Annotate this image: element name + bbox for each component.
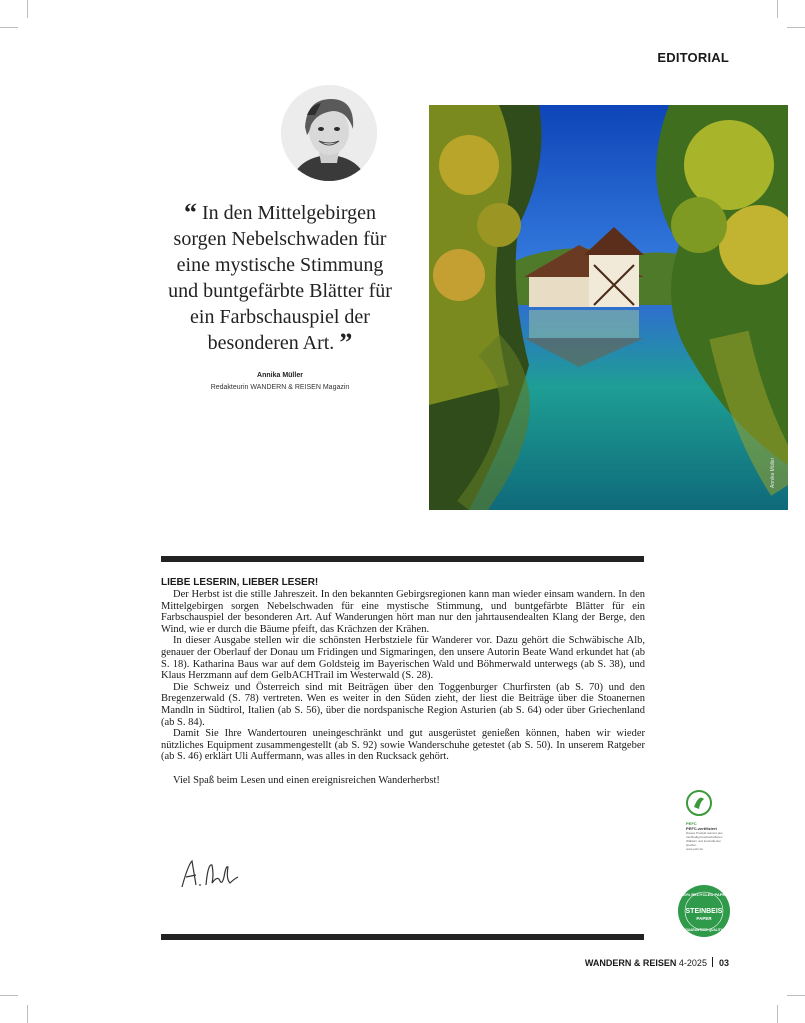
crop-mark	[787, 27, 805, 28]
pefc-badge	[686, 790, 726, 851]
quote-author-role: Redakteurin WANDERN & REISEN Magazin	[210, 384, 350, 391]
crop-mark	[777, 1005, 778, 1023]
article-paragraph: Damit Sie Ihre Wandertouren uneingeschränkt und gut ausgerüstet genießen können, haben wir wieder nützliches Equipment zusammengestellt (ab S. 92) sowie Wanderschuhe getestet (ab S. 50). In unserem Ratgeber (ab S. 46) erklärt Uli Auffermann, was alles in den Rucksack gehört.	[161, 728, 645, 763]
article-paragraph: Die Schweiz und Österreich sind mit Beiträgen über den Toggenburger Churfirsten (ab S. 70) und den Bregenzerwald (S. 78) vertreten. Wen es weiter in den Süden zieht, der liest die Beiträge über die Stoanernen Mandln in Südtirol, Italien (ab S. 56), über die nordspanische Region Asturien (ab S. 64) oder über Griechenland (ab S. 84).	[161, 681, 645, 728]
pefc-logo-text: PEFC	[686, 821, 697, 826]
article-closing: Viel Spaß beim Lesen und einen ereignisreichen Wanderherbst!	[173, 774, 440, 786]
bottom-rule	[161, 934, 644, 940]
author-portrait	[281, 85, 377, 181]
pull-quote	[160, 200, 400, 356]
page-number: 03	[718, 958, 729, 968]
footer-magazine: WANDERN & REISEN	[584, 958, 677, 968]
section-label: EDITORIAL	[657, 50, 729, 65]
paper-text: PAPER	[696, 916, 712, 921]
article-paragraph: In dieser Ausgabe stellen wir die schönsten Herbstziele für Wanderer vor. Dazu gehört die Schwäbische Alb, genauer der Oberlauf der Donau um Fridingen und Sigmaringen, den unsere Autorin Beate Wand erkundet hat (ab S. 18). Katharina Baus war auf dem Goldsteig im Bayerischen Wald und Böhmerwald unterwegs (ab S. 38), und Klaus Herzmann auf dem GelbACHTrail im Westerwald (S. 28).	[161, 635, 645, 682]
pefc-tree-icon	[686, 790, 712, 816]
quote-author-name: Annika Müller	[257, 372, 303, 379]
footer-separator	[712, 957, 713, 967]
pefc-description: Dieses Produkt stammt aus nachhaltig bewirtschafteten Wäldern und kontrollierten Quellen	[686, 831, 723, 847]
article-paragraph: Der Herbst ist die stille Jahreszeit. In den bekannten Gebirgsregionen kann man wieder einsam wandern. In den Mittelgebirgen sorgen Nebelschwaden für eine mystische Stimmung, und buntgefärbte Blätter für ein Farbschauspiel der besonderen Art. Auf Wanderungen hört man nur den jahrtausendealten Klang der Berge, den Wind, wie er durch die Bäume pfeift, das Krächzen der Krähen.	[161, 589, 645, 635]
handwritten-signature	[176, 855, 246, 891]
article-heading: LIEBE LESERIN, LIEBER LESER!	[161, 577, 319, 588]
footer-issue: 4-2025	[678, 958, 707, 968]
page-footer	[585, 957, 729, 968]
mill-lake-illustration	[429, 105, 788, 510]
top-rule	[161, 556, 644, 562]
crop-mark	[777, 0, 778, 18]
crop-mark	[27, 1005, 28, 1023]
steinbeis-text: STEINBEIS	[685, 908, 723, 915]
crop-mark	[0, 995, 18, 996]
pefc-certified-label: PEFC-zertifiziert	[686, 826, 717, 831]
landscape-photo	[429, 105, 788, 510]
article-body	[161, 589, 645, 786]
quote-close-mark: ”	[339, 328, 353, 357]
recycled-top-text: 100% RECYCLED PAPER	[680, 892, 728, 897]
crop-mark	[27, 0, 28, 18]
quote-open-mark: “	[183, 198, 197, 227]
steinbeis-recycled-badge	[677, 884, 731, 938]
pull-quote-text: In den Mittelgebirgen sorgen Nebelschwaden für eine mystische Stimmung und buntgefärbte Blätter für ein Farbschauspiel der besonderen Art.	[168, 202, 392, 354]
crop-mark	[787, 995, 805, 996]
crop-mark	[0, 27, 18, 28]
pefc-url: www.pefc.de	[686, 847, 704, 851]
photo-credit: Annika Müller	[770, 457, 776, 488]
portrait-illustration	[281, 85, 377, 181]
recycled-bottom-text: GUARANTEED QUALITY	[685, 928, 723, 932]
